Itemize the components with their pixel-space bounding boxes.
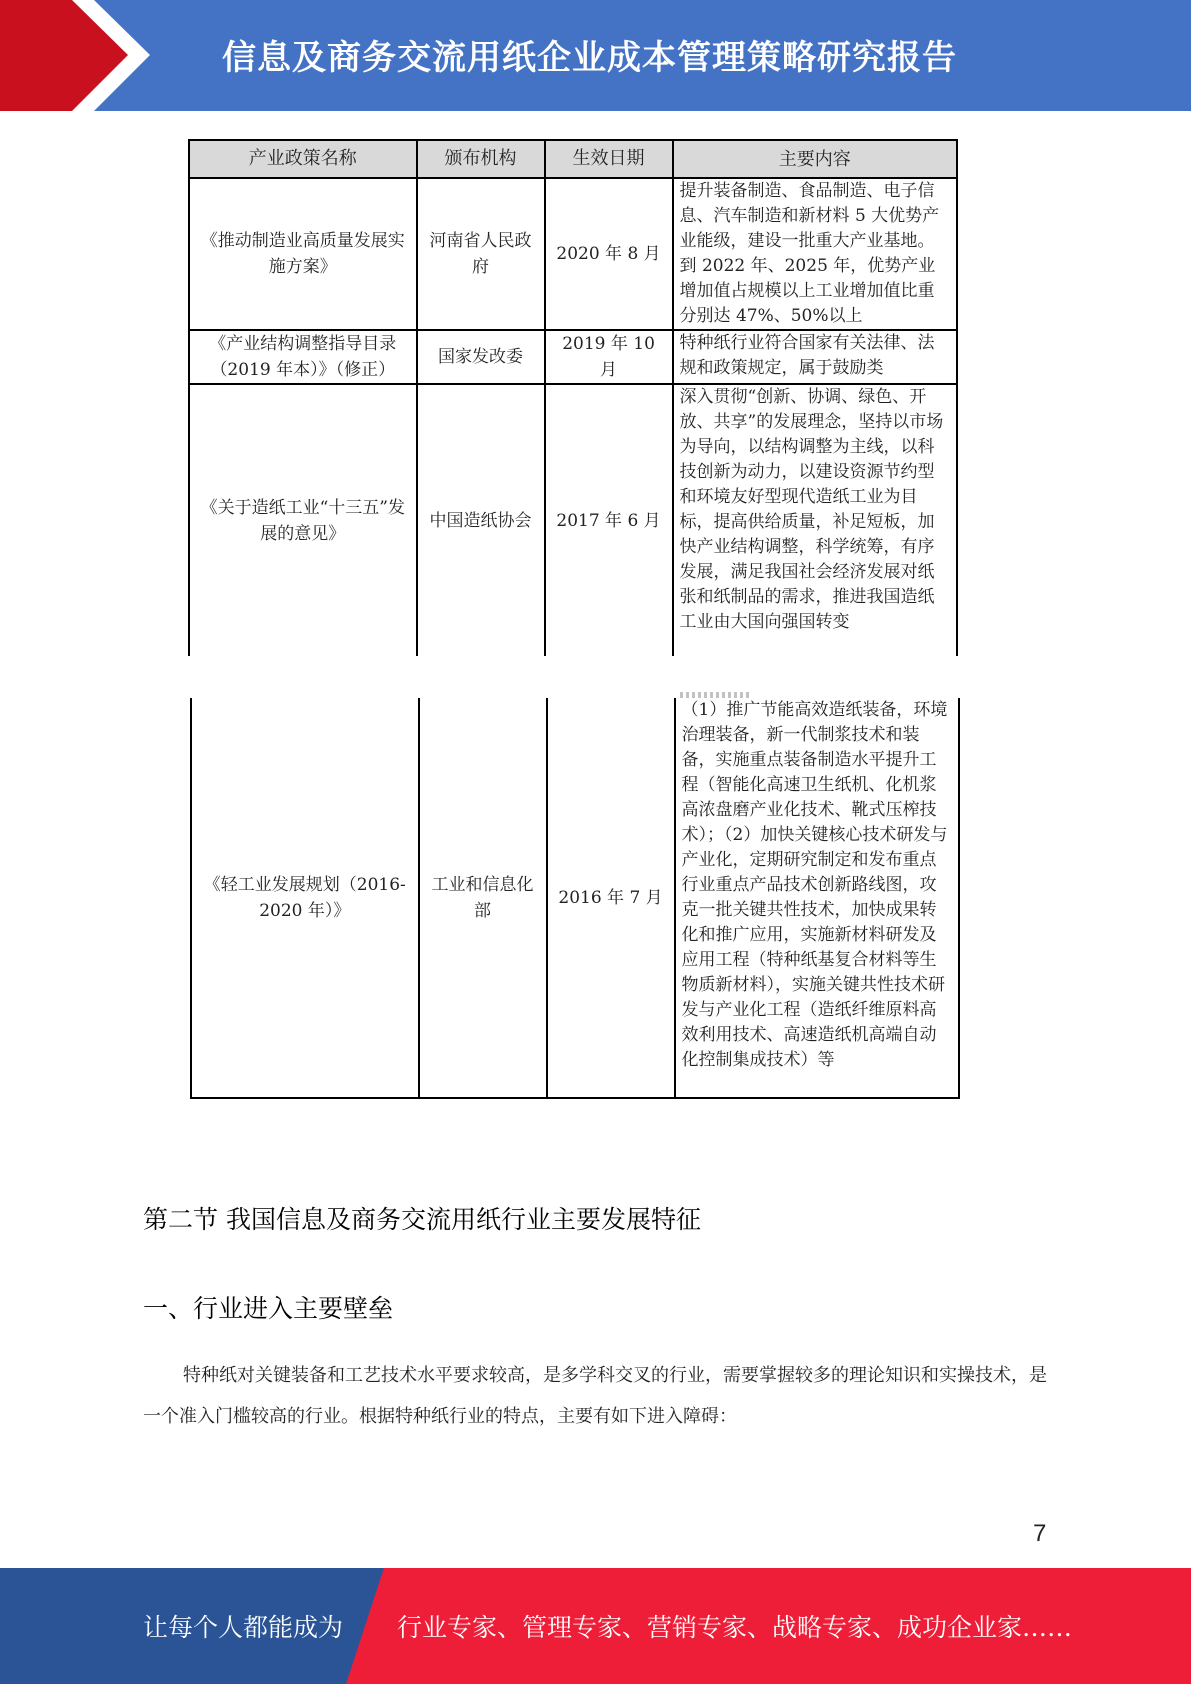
policy-content: 提升装备制造、食品制造、电子信息、汽车制造和新材料 5 大优势产业能级，建设一批重大产业基地。到 2022 年、2025 年，优势产业增加值占规模以上工业增加值比重分别达 47%、50%以上 [673, 178, 957, 330]
col-header-name: 产业政策名称 [189, 140, 417, 178]
header-chevron-icon [0, 0, 160, 111]
policy-name: 《产业结构调整指导目录（2019 年本）》（修正） [189, 330, 417, 384]
report-title: 信息及商务交流用纸企业成本管理策略研究报告 [222, 38, 957, 78]
page-footer [0, 1568, 1191, 1684]
subsection-heading: 一、行业进入主要壁垒 [143, 1294, 394, 1323]
policy-date: 2020 年 8 月 [545, 178, 673, 330]
footer-slogan-left: 让每个人都能成为 [143, 1613, 344, 1642]
page-header [0, 0, 1191, 111]
footer-slogan-right: 行业专家、管理专家、营销专家、战略专家、成功企业家…… [397, 1613, 1073, 1642]
policy-org: 国家发改委 [417, 330, 545, 384]
page-number: 7 [1033, 1520, 1047, 1547]
policy-table [188, 139, 958, 656]
policy-org: 中国造纸协会 [417, 384, 545, 656]
table-row [189, 330, 957, 384]
table-header-row [189, 140, 957, 178]
policy-org: 河南省人民政府 [417, 178, 545, 330]
col-header-org: 颁布机构 [417, 140, 545, 178]
table-row [191, 698, 959, 1098]
section-heading: 第二节 我国信息及商务交流用纸行业主要发展特征 [143, 1205, 701, 1234]
policy-date: 2017 年 6 月 [545, 384, 673, 656]
policy-content: 深入贯彻“创新、协调、绿色、开放、共享”的发展理念，坚持以市场为导向，以结构调整为主线，以科技创新为动力，以建设资源节约型和环境友好型现代造纸工业为目标，提高供给质量，补足短板，加快产业结构调整，科学统筹，有序发展，满足我国社会经济发展对纸张和纸制品的需求，推进我国造纸工业由大国向强国转变 [673, 384, 957, 656]
body-paragraph: 特种纸对关键装备和工艺技术水平要求较高，是多学科交叉的行业，需要掌握较多的理论知识和实操技术，是一个准入门槛较高的行业。根据特种纸行业的特点，主要有如下进入障碍： [143, 1365, 1047, 1427]
col-header-date: 生效日期 [545, 140, 673, 178]
policy-table-continued [190, 698, 960, 1099]
table-row [189, 384, 957, 656]
policy-name: 《轻工业发展规划（2016-2020 年）》 [191, 698, 419, 1098]
policy-content: 特种纸行业符合国家有关法律、法规和政策规定，属于鼓励类 [673, 330, 957, 384]
policy-date: 2016 年 7 月 [547, 698, 675, 1098]
policy-name: 《推动制造业高质量发展实施方案》 [189, 178, 417, 330]
policy-date: 2019 年 10 月 [545, 330, 673, 384]
table-row [189, 178, 957, 330]
policy-content: （1）推广节能高效造纸装备，环境治理装备，新一代制浆技术和装备，实施重点装备制造水平提升工程（智能化高速卫生纸机、化机浆高浓盘磨产业化技术、靴式压榨技术）；（2）加快关键核心技术研发与产业化，定期研究制定和发布重点行业重点产品技术创新路线图，攻克一批关键共性技术，加快成果转化和推广应用，实施新材料研发及应用工程（特种纸基复合材料等生物质新材料），实施关键共性技术研发与产业化工程（造纸纤维原料高效利用技术、高速造纸机高端自动化控制集成技术）等 [675, 698, 959, 1098]
policy-org: 工业和信息化部 [419, 698, 547, 1098]
policy-name: 《关于造纸工业“十三五”发展的意见》 [189, 384, 417, 656]
col-header-content: 主要内容 [673, 140, 957, 178]
